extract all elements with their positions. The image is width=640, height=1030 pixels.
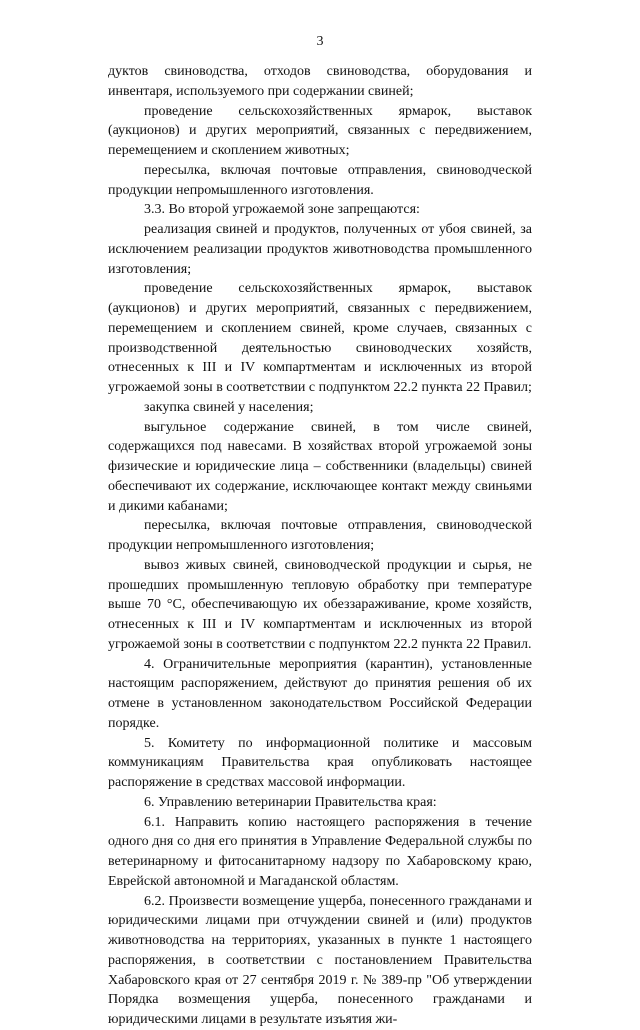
paragraph: пересылка, включая почтовые отправления, свиноводческой продукции непромышленного изготовления. — [108, 162, 532, 198]
document-body — [108, 62, 532, 1030]
section-heading-3-3: 3.3. Во второй угрожаемой зоне запрещаются: — [144, 202, 420, 218]
paragraph: закупка свиней у населения; — [144, 399, 314, 415]
paragraph: пересылка, включая почтовые отправления, свиноводческой продукции непромышленного изготовления; — [108, 518, 532, 553]
paragraph: вывоз живых свиней, свиноводческой продукции и сырья, не прошедших промышленную тепловую обработку при температуре выше 70 °C, обеспечивающую их обеззараживание, кроме хозяйств, отнесенных к III и IV компартментам и исключенных из второй угрожаемой зоны в соответствии с подпунктом 22.2 пункта 22 Правил. — [108, 557, 532, 652]
clause-6: 6. Управлению ветеринарии Правительства края: — [144, 794, 437, 810]
page-number: 3 — [316, 34, 324, 49]
clause-4: 4. Ограничительные мероприятия (карантин), установленные настоящим распоряжением, действуют до принятия решения об их отмене в установленном законодательством Российской Федерации порядке. — [108, 656, 532, 731]
paragraph: дуктов свиноводства, отходов свиноводства, оборудования и инвентаря, используемого при содержании свиней; — [108, 64, 532, 99]
paragraph: проведение сельскохозяйственных ярмарок, выставок (аукционов) и других мероприятий, связанных с передвижением, перемещением и скоплением свиней, кроме случаев, связанных с производственной деятельностью свиноводческих хозяйств, отнесенных к III и IV компартментам и исключенных из второй угрожаемой зоны в соответствии с подпунктом 22.2 пункта 22 Правил; — [108, 281, 532, 395]
paragraph: выгульное содержание свиней, в том числе свиней, содержащихся под навесами. В хозяйствах второй угрожаемой зоны физические и юридические лица – собственники (владельцы) свиней обеспечивают их содержание, исключающее контакт между свиньями и дикими кабанами; — [108, 419, 532, 514]
clause-6-1: 6.1. Направить копию настоящего распоряжения в течение одного дня со дня его принятия в Управление Федеральной службы по ветеринарному и фитосанитарному надзору по Хабаровскому краю, Еврейской автономной и Магаданской областям. — [108, 814, 532, 889]
clause-6-2: 6.2. Произвести возмещение ущерба, понесенного гражданами и юридическими лицами при отчуждении свиней и (или) продуктов животноводства на территориях, указанных в пункте 1 настоящего распоряжения, в соответствии с постановлением Правительства Хабаровского края от 27 сентября 2019 г. № 389-пр "Об утверждении Порядка возмещения ущерба, понесенного гражданами и юридическими лицами в результате изъятия жи- — [108, 893, 532, 1027]
clause-5: 5. Комитету по информационной политике и массовым коммуникациям Правительства края опубликовать настоящее распоряжение в средствах массовой информации. — [108, 735, 532, 790]
paragraph: реализация свиней и продуктов, полученных от убоя свиней, за исключением реализации продуктов животноводства промышленного изготовления; — [108, 222, 532, 277]
paragraph: проведение сельскохозяйственных ярмарок, выставок (аукционов) и других мероприятий, связанных с передвижением, перемещением и скоплением животных; — [108, 103, 532, 158]
